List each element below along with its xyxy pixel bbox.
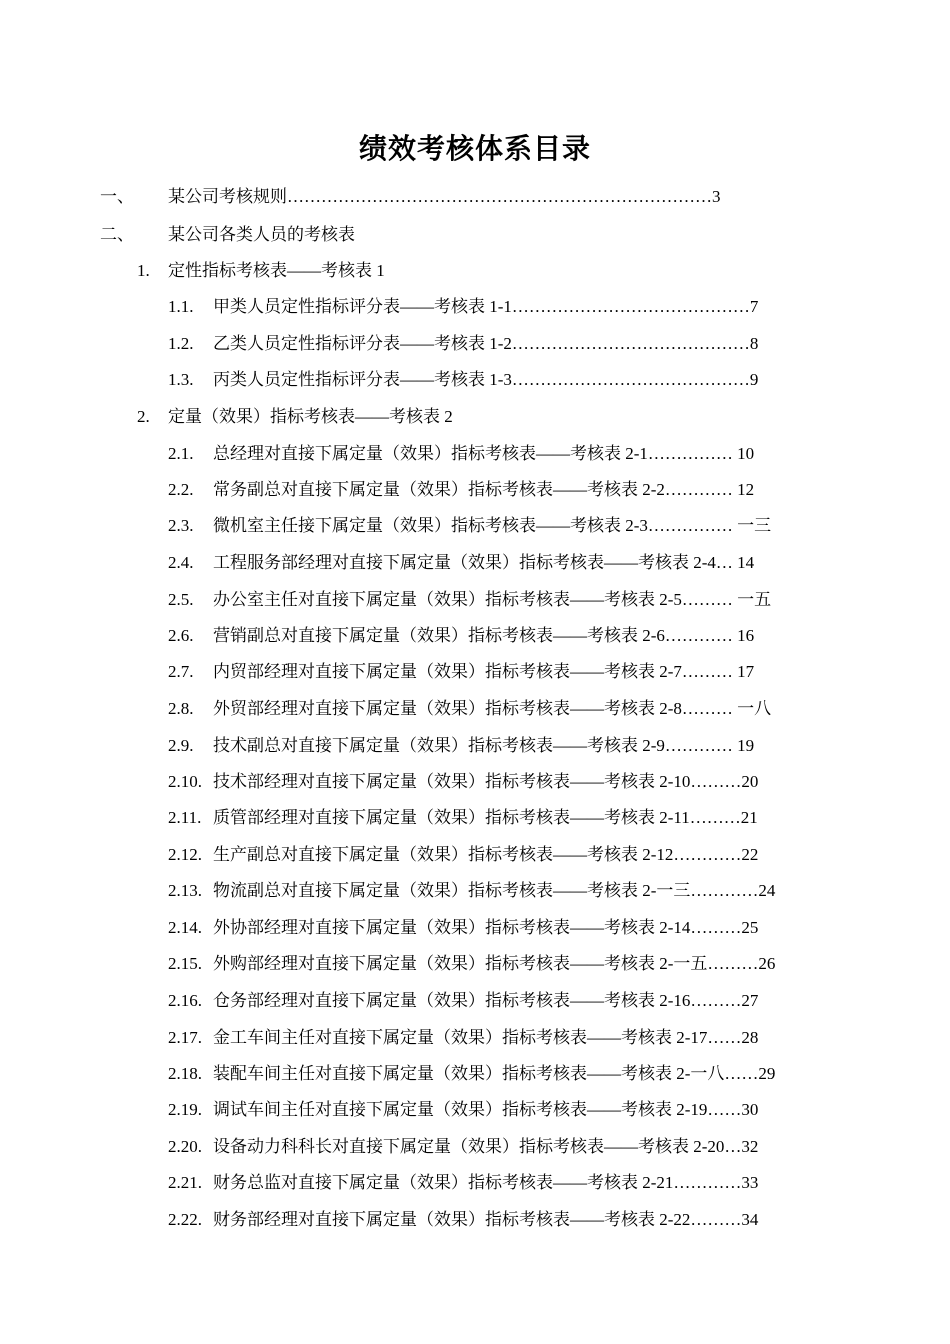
toc-number: 2.1.	[168, 444, 194, 463]
toc-number: 1.2.	[168, 334, 194, 353]
toc-entry-text: 常务副总对直接下属定量（效果）指标考核表——考核表 2-2………… 12	[213, 480, 755, 499]
toc-entry-text: 财务总监对直接下属定量（效果）指标考核表——考核表 2-21…………33	[213, 1173, 759, 1192]
toc-number: 2.11.	[168, 808, 202, 827]
toc-number: 2.20.	[168, 1137, 202, 1156]
toc-entry-text: 外协部经理对直接下属定量（效果）指标考核表——考核表 2-14………25	[213, 918, 759, 937]
toc-entry-text: 营销副总对直接下属定量（效果）指标考核表——考核表 2-6………… 16	[213, 626, 755, 645]
toc-number: 2.13.	[168, 881, 202, 900]
toc-entry-text: 某公司各类人员的考核表	[168, 225, 355, 244]
toc-entry-text: 工程服务部经理对直接下属定量（效果）指标考核表——考核表 2-4… 14	[213, 553, 755, 572]
toc-number: 2.6.	[168, 626, 194, 645]
toc-number: 2.	[137, 407, 150, 426]
toc-entry-text: 设备动力科科长对直接下属定量（效果）指标考核表——考核表 2-20…32	[213, 1137, 759, 1156]
toc-number: 2.9.	[168, 736, 194, 755]
toc-number: 2.5.	[168, 590, 194, 609]
toc-entry-text: 内贸部经理对直接下属定量（效果）指标考核表——考核表 2-7……… 17	[213, 662, 755, 681]
toc-entry-text: 某公司考核规则…………………………………………………………………3	[168, 187, 721, 206]
toc-entry-text: 技术副总对直接下属定量（效果）指标考核表——考核表 2-9………… 19	[213, 736, 755, 755]
toc-number: 2.4.	[168, 553, 194, 572]
toc-number: 2.12.	[168, 845, 202, 864]
toc-number: 2.15.	[168, 954, 202, 973]
toc-entry-text: 微机室主任接下属定量（效果）指标考核表——考核表 2-3…………… 一三	[213, 516, 772, 535]
toc-number: 二、	[100, 225, 134, 244]
toc-entry-text: 外贸部经理对直接下属定量（效果）指标考核表——考核表 2-8……… 一八	[213, 699, 772, 718]
toc-entry-text: 丙类人员定性指标评分表——考核表 1-3……………………………………9	[213, 370, 759, 389]
toc-number: 2.19.	[168, 1100, 202, 1119]
toc-number: 2.10.	[168, 772, 202, 791]
toc-number: 2.2.	[168, 480, 194, 499]
toc-entry-text: 装配车间主任对直接下属定量（效果）指标考核表——考核表 2-一八……29	[213, 1064, 776, 1083]
toc-number: 2.3.	[168, 516, 194, 535]
toc-entry-text: 金工车间主任对直接下属定量（效果）指标考核表——考核表 2-17……28	[213, 1028, 759, 1047]
toc-number: 1.	[137, 261, 150, 280]
toc-entry-text: 质管部经理对直接下属定量（效果）指标考核表——考核表 2-11………21	[213, 808, 758, 827]
toc-entry-text: 定性指标考核表——考核表 1	[168, 261, 385, 280]
toc-number: 2.21.	[168, 1173, 202, 1192]
toc-entry-text: 生产副总对直接下属定量（效果）指标考核表——考核表 2-12…………22	[213, 845, 759, 864]
toc-entry-text: 甲类人员定性指标评分表——考核表 1-1……………………………………7	[213, 297, 759, 316]
page-title: 绩效考核体系目录	[358, 132, 591, 165]
toc-number: 2.16.	[168, 991, 202, 1010]
toc-number: 2.14.	[168, 918, 202, 937]
toc-number: 2.17.	[168, 1028, 202, 1047]
toc-entry-text: 技术部经理对直接下属定量（效果）指标考核表——考核表 2-10………20	[213, 772, 759, 791]
toc-entry-text: 物流副总对直接下属定量（效果）指标考核表——考核表 2-一三…………24	[213, 881, 776, 900]
toc-entry-text: 外购部经理对直接下属定量（效果）指标考核表——考核表 2-一五………26	[213, 954, 776, 973]
toc-number: 1.3.	[168, 370, 194, 389]
toc-number: 2.8.	[168, 699, 194, 718]
toc-entry-text: 办公室主任对直接下属定量（效果）指标考核表——考核表 2-5……… 一五	[213, 590, 772, 609]
toc-number: 2.22.	[168, 1210, 202, 1229]
toc-entry-text: 总经理对直接下属定量（效果）指标考核表——考核表 2-1…………… 10	[213, 444, 755, 463]
toc-entry-text: 乙类人员定性指标评分表——考核表 1-2……………………………………8	[213, 334, 759, 353]
toc-entry-text: 定量（效果）指标考核表——考核表 2	[168, 407, 453, 426]
toc-number: 2.7.	[168, 662, 194, 681]
toc-number: 2.18.	[168, 1064, 202, 1083]
toc-entry-text: 调试车间主任对直接下属定量（效果）指标考核表——考核表 2-19……30	[213, 1100, 759, 1119]
toc-number: 1.1.	[168, 297, 194, 316]
toc-number: 一、	[100, 187, 134, 206]
toc-entry-text: 财务部经理对直接下属定量（效果）指标考核表——考核表 2-22………34	[213, 1210, 759, 1229]
toc-entry-text: 仓务部经理对直接下属定量（效果）指标考核表——考核表 2-16………27	[213, 991, 759, 1010]
